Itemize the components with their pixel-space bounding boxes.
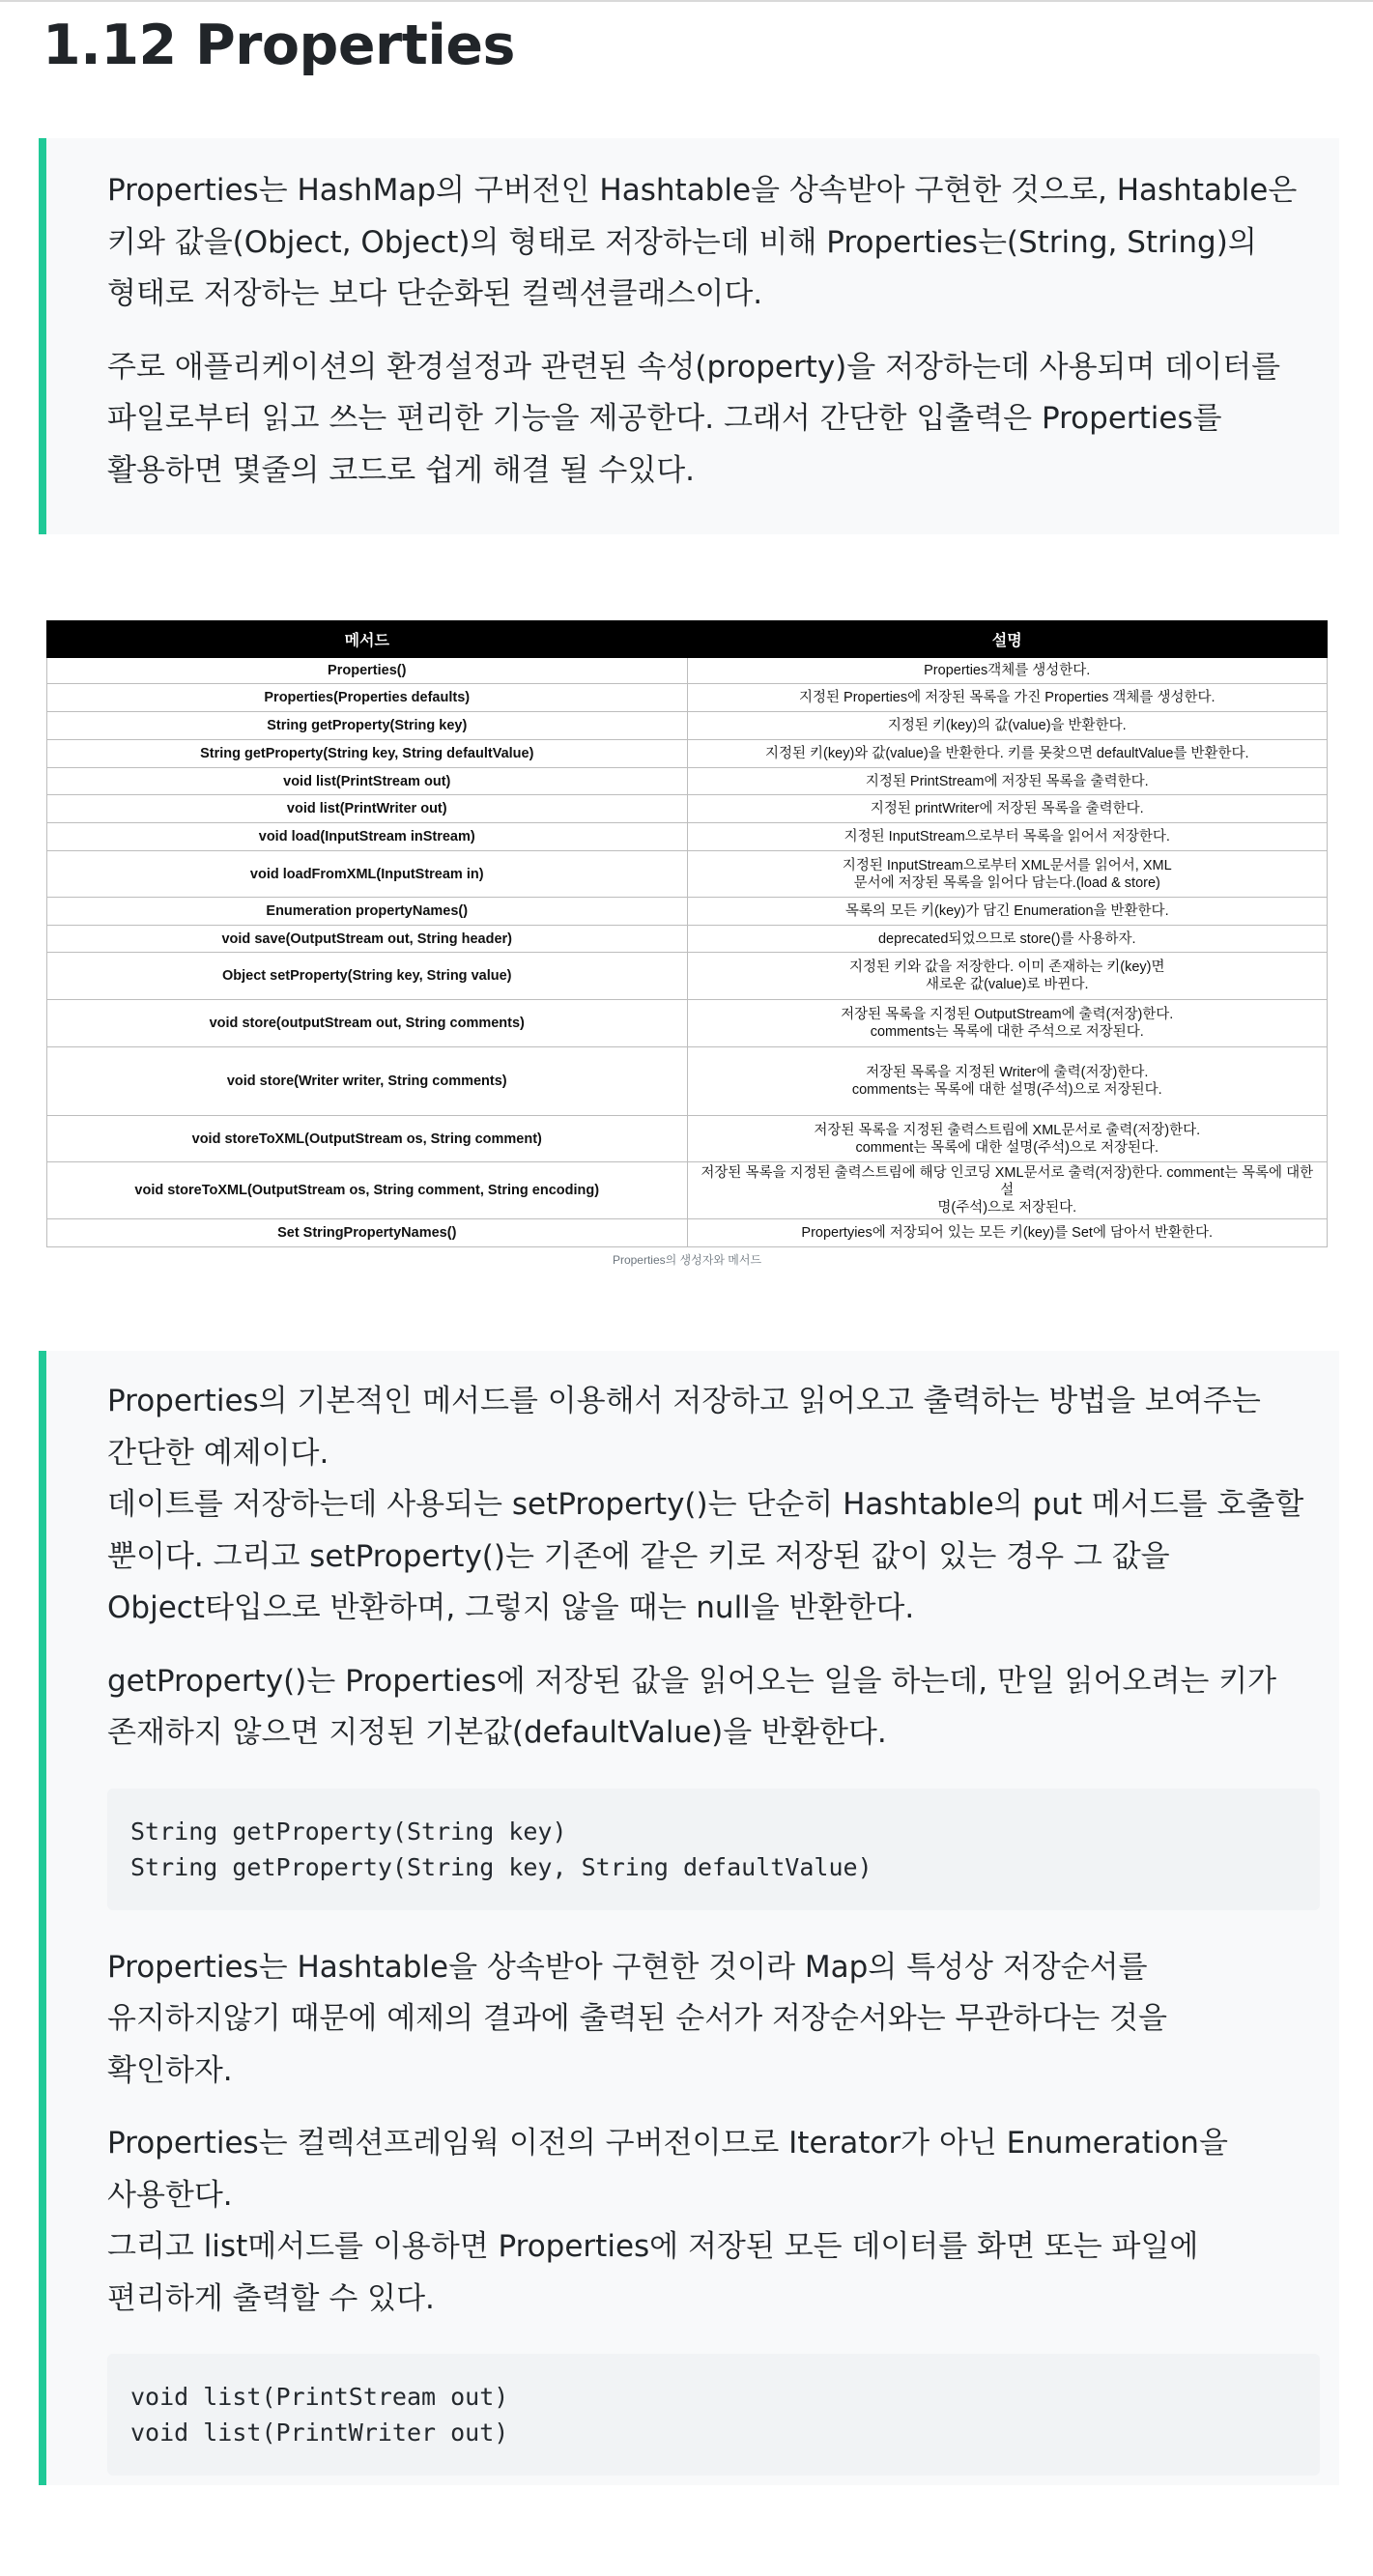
body-line: 간단한 예제이다. <box>107 1435 329 1471</box>
table-row <box>47 823 1328 851</box>
table-row <box>47 898 1328 926</box>
intro-line: 주로 애플리케이션의 환경설정과 관련된 속성(property)을 저장하는데 사용되며 데이터를 <box>107 349 1281 385</box>
body-line: Properties의 기본적인 메서드를 이용해서 저장하고 읽어오고 출력하는 방법을 보여주는 <box>107 1384 1261 1418</box>
method-cell: String getProperty(String key) <box>47 712 688 740</box>
body-line: 그리고 list메서드를 이용하면 Properties에 저장된 모든 데이터를 화면 또는 파일에 <box>107 2229 1199 2264</box>
method-cell: Properties(Properties defaults) <box>47 684 688 712</box>
method-cell: void store(Writer writer, String comments) <box>47 1047 688 1116</box>
body-line: Object타입으로 반환하며, 그렇지 않을 때는 null을 반환한다. <box>107 1590 915 1625</box>
table-row <box>47 658 1328 684</box>
description-cell: 지정된 키(key)의 값(value)을 반환한다. <box>687 712 1328 740</box>
description-cell: 저장된 목록을 지정된 OutputStream에 출력(저장)한다. comments는 목록에 대한 주석으로 저장된다. <box>687 1000 1328 1047</box>
intro-line: 키와 값을(Object, Object)의 형태로 저장하는데 비해 Properties는(String, String)의 <box>107 224 1257 260</box>
body-line: 데이트를 저장하는데 사용되는 setProperty()는 단순히 Hashtable의 put 메서드를 호출할 <box>107 1487 1304 1522</box>
body-line: Properties는 Hashtable을 상속받아 구현한 것이라 Map의 특성상 저장순서를 <box>107 1949 1148 1985</box>
intro-line: 파일로부터 읽고 쓰는 편리한 기능을 제공한다. 그래서 간단한 입출력은 Properties를 <box>107 401 1222 436</box>
body-line: getProperty()는 Properties에 저장된 값을 읽어오는 일을 하는데, 만일 읽어오려는 키가 <box>107 1663 1277 1699</box>
table-row <box>47 926 1328 953</box>
description-cell: Propertyies에 저장되어 있는 모든 키(key)를 Set에 담아서 반환한다. <box>687 1219 1328 1247</box>
method-cell: void list(PrintStream out) <box>47 768 688 795</box>
method-cell: Set StringPropertyNames() <box>47 1219 688 1247</box>
description-cell: 지정된 키와 값을 저장한다. 이미 존재하는 키(key)면 새로운 값(value)로 바뀐다. <box>687 953 1328 1000</box>
header-description: 설명 <box>687 621 1328 658</box>
description-cell: 지정된 printWriter에 저장된 목록을 출력한다. <box>687 795 1328 823</box>
body-line: 확인하자. <box>107 2052 233 2088</box>
description-cell: 지정된 InputStream으로부터 XML문서를 읽어서, XML 문서에 저장된 목록을 읽어다 담는다.(load & store) <box>687 851 1328 898</box>
description-cell: 저장된 목록을 지정된 Writer에 출력(저장)한다. comments는 목록에 대한 설명(주석)으로 저장된다. <box>687 1047 1328 1116</box>
intro-line: Properties는 HashMap의 구버전인 Hashtable을 상속받아 구현한 것으로, Hashtable은 <box>107 173 1298 208</box>
table-row <box>47 768 1328 795</box>
body-line: 사용한다. <box>107 2177 233 2213</box>
body-line: Properties는 컬렉션프레임웍 이전의 구버전이므로 Iterator가 아닌 Enumeration을 <box>107 2126 1228 2161</box>
method-cell: void list(PrintWriter out) <box>47 795 688 823</box>
table-header-row <box>47 621 1328 658</box>
table-row <box>47 953 1328 1000</box>
description-cell: 목록의 모든 키(key)가 담긴 Enumeration을 반환한다. <box>687 898 1328 926</box>
table-row <box>47 1000 1328 1047</box>
method-cell: void save(OutputStream out, String header) <box>47 926 688 953</box>
description-cell: 저장된 목록을 지정된 출력스트림에 XML문서로 출력(저장)한다. comment는 목록에 대한 설명(주석)으로 저장된다. <box>687 1116 1328 1162</box>
method-cell: void storeToXML(OutputStream os, String comment) <box>47 1116 688 1162</box>
description-cell: deprecated되었으므로 store()를 사용하자. <box>687 926 1328 953</box>
method-cell: void store(outputStream out, String comments) <box>47 1000 688 1047</box>
table-row <box>47 1047 1328 1116</box>
table-row <box>47 740 1328 768</box>
body-line: 뿐이다. 그리고 setProperty()는 기존에 같은 키로 저장된 값이 있는 경우 그 값을 <box>107 1538 1170 1574</box>
table-caption: Properties의 생성자와 메서드 <box>612 1253 762 1267</box>
code-line: void list(PrintWriter out) <box>130 2419 509 2447</box>
method-cell: void storeToXML(OutputStream os, String comment, String encoding) <box>47 1162 688 1219</box>
section-heading: 1.12 Properties <box>43 14 515 77</box>
code-block-getproperty <box>107 1789 1320 1910</box>
table-row <box>47 1116 1328 1162</box>
table-row <box>47 712 1328 740</box>
body-line: 편리하게 출력할 수 있다. <box>107 2280 435 2316</box>
intro-blockquote <box>39 138 1339 534</box>
intro-line: 형태로 저장하는 보다 단순화된 컬렉션클래스이다. <box>107 276 763 311</box>
header-method: 메서드 <box>47 621 688 658</box>
table-row <box>47 851 1328 898</box>
methods-table <box>46 620 1328 1247</box>
description-cell: 저장된 목록을 지정된 출력스트림에 해당 인코딩 XML문서로 출력(저장)한다. comment는 목록에 대한 설 명(주석)으로 저장된다. <box>687 1162 1328 1219</box>
method-cell: Properties() <box>47 658 688 684</box>
method-cell: String getProperty(String key, String defaultValue) <box>47 740 688 768</box>
method-cell: Enumeration propertyNames() <box>47 898 688 926</box>
description-cell: Properties객체를 생성한다. <box>687 658 1328 684</box>
body-line: 유지하지않기 때문에 예제의 결과에 출력된 순서가 저장순서와는 무관하다는 것을 <box>107 2001 1167 2036</box>
code-line: String getProperty(String key) <box>130 1817 567 1846</box>
table-row <box>47 684 1328 712</box>
intro-line: 활용하면 몇줄의 코드로 쉽게 해결 될 수있다. <box>107 452 696 488</box>
code-line: void list(PrintStream out) <box>130 2383 509 2411</box>
method-cell: void load(InputStream inStream) <box>47 823 688 851</box>
body-line: 존재하지 않으면 지정된 기본값(defaultValue)을 반환한다. <box>107 1715 887 1750</box>
description-cell: 지정된 키(key)와 값(value)을 반환한다. 키를 못찾으면 defaultValue를 반환한다. <box>687 740 1328 768</box>
table-row <box>47 1162 1328 1219</box>
table-row <box>47 795 1328 823</box>
method-cell: void loadFromXML(InputStream in) <box>47 851 688 898</box>
description-cell: 지정된 Properties에 저장된 목록을 가진 Properties 객체를 생성한다. <box>687 684 1328 712</box>
table-row <box>47 1219 1328 1247</box>
code-line: String getProperty(String key, String defaultValue) <box>130 1852 872 1881</box>
description-cell: 지정된 InputStream으로부터 목록을 읽어서 저장한다. <box>687 823 1328 851</box>
body-blockquote <box>39 1351 1339 2485</box>
top-divider <box>0 0 1373 2</box>
method-cell: Object setProperty(String key, String value) <box>47 953 688 1000</box>
code-block-list <box>107 2354 1320 2476</box>
description-cell: 지정된 PrintStream에 저장된 목록을 출력한다. <box>687 768 1328 795</box>
